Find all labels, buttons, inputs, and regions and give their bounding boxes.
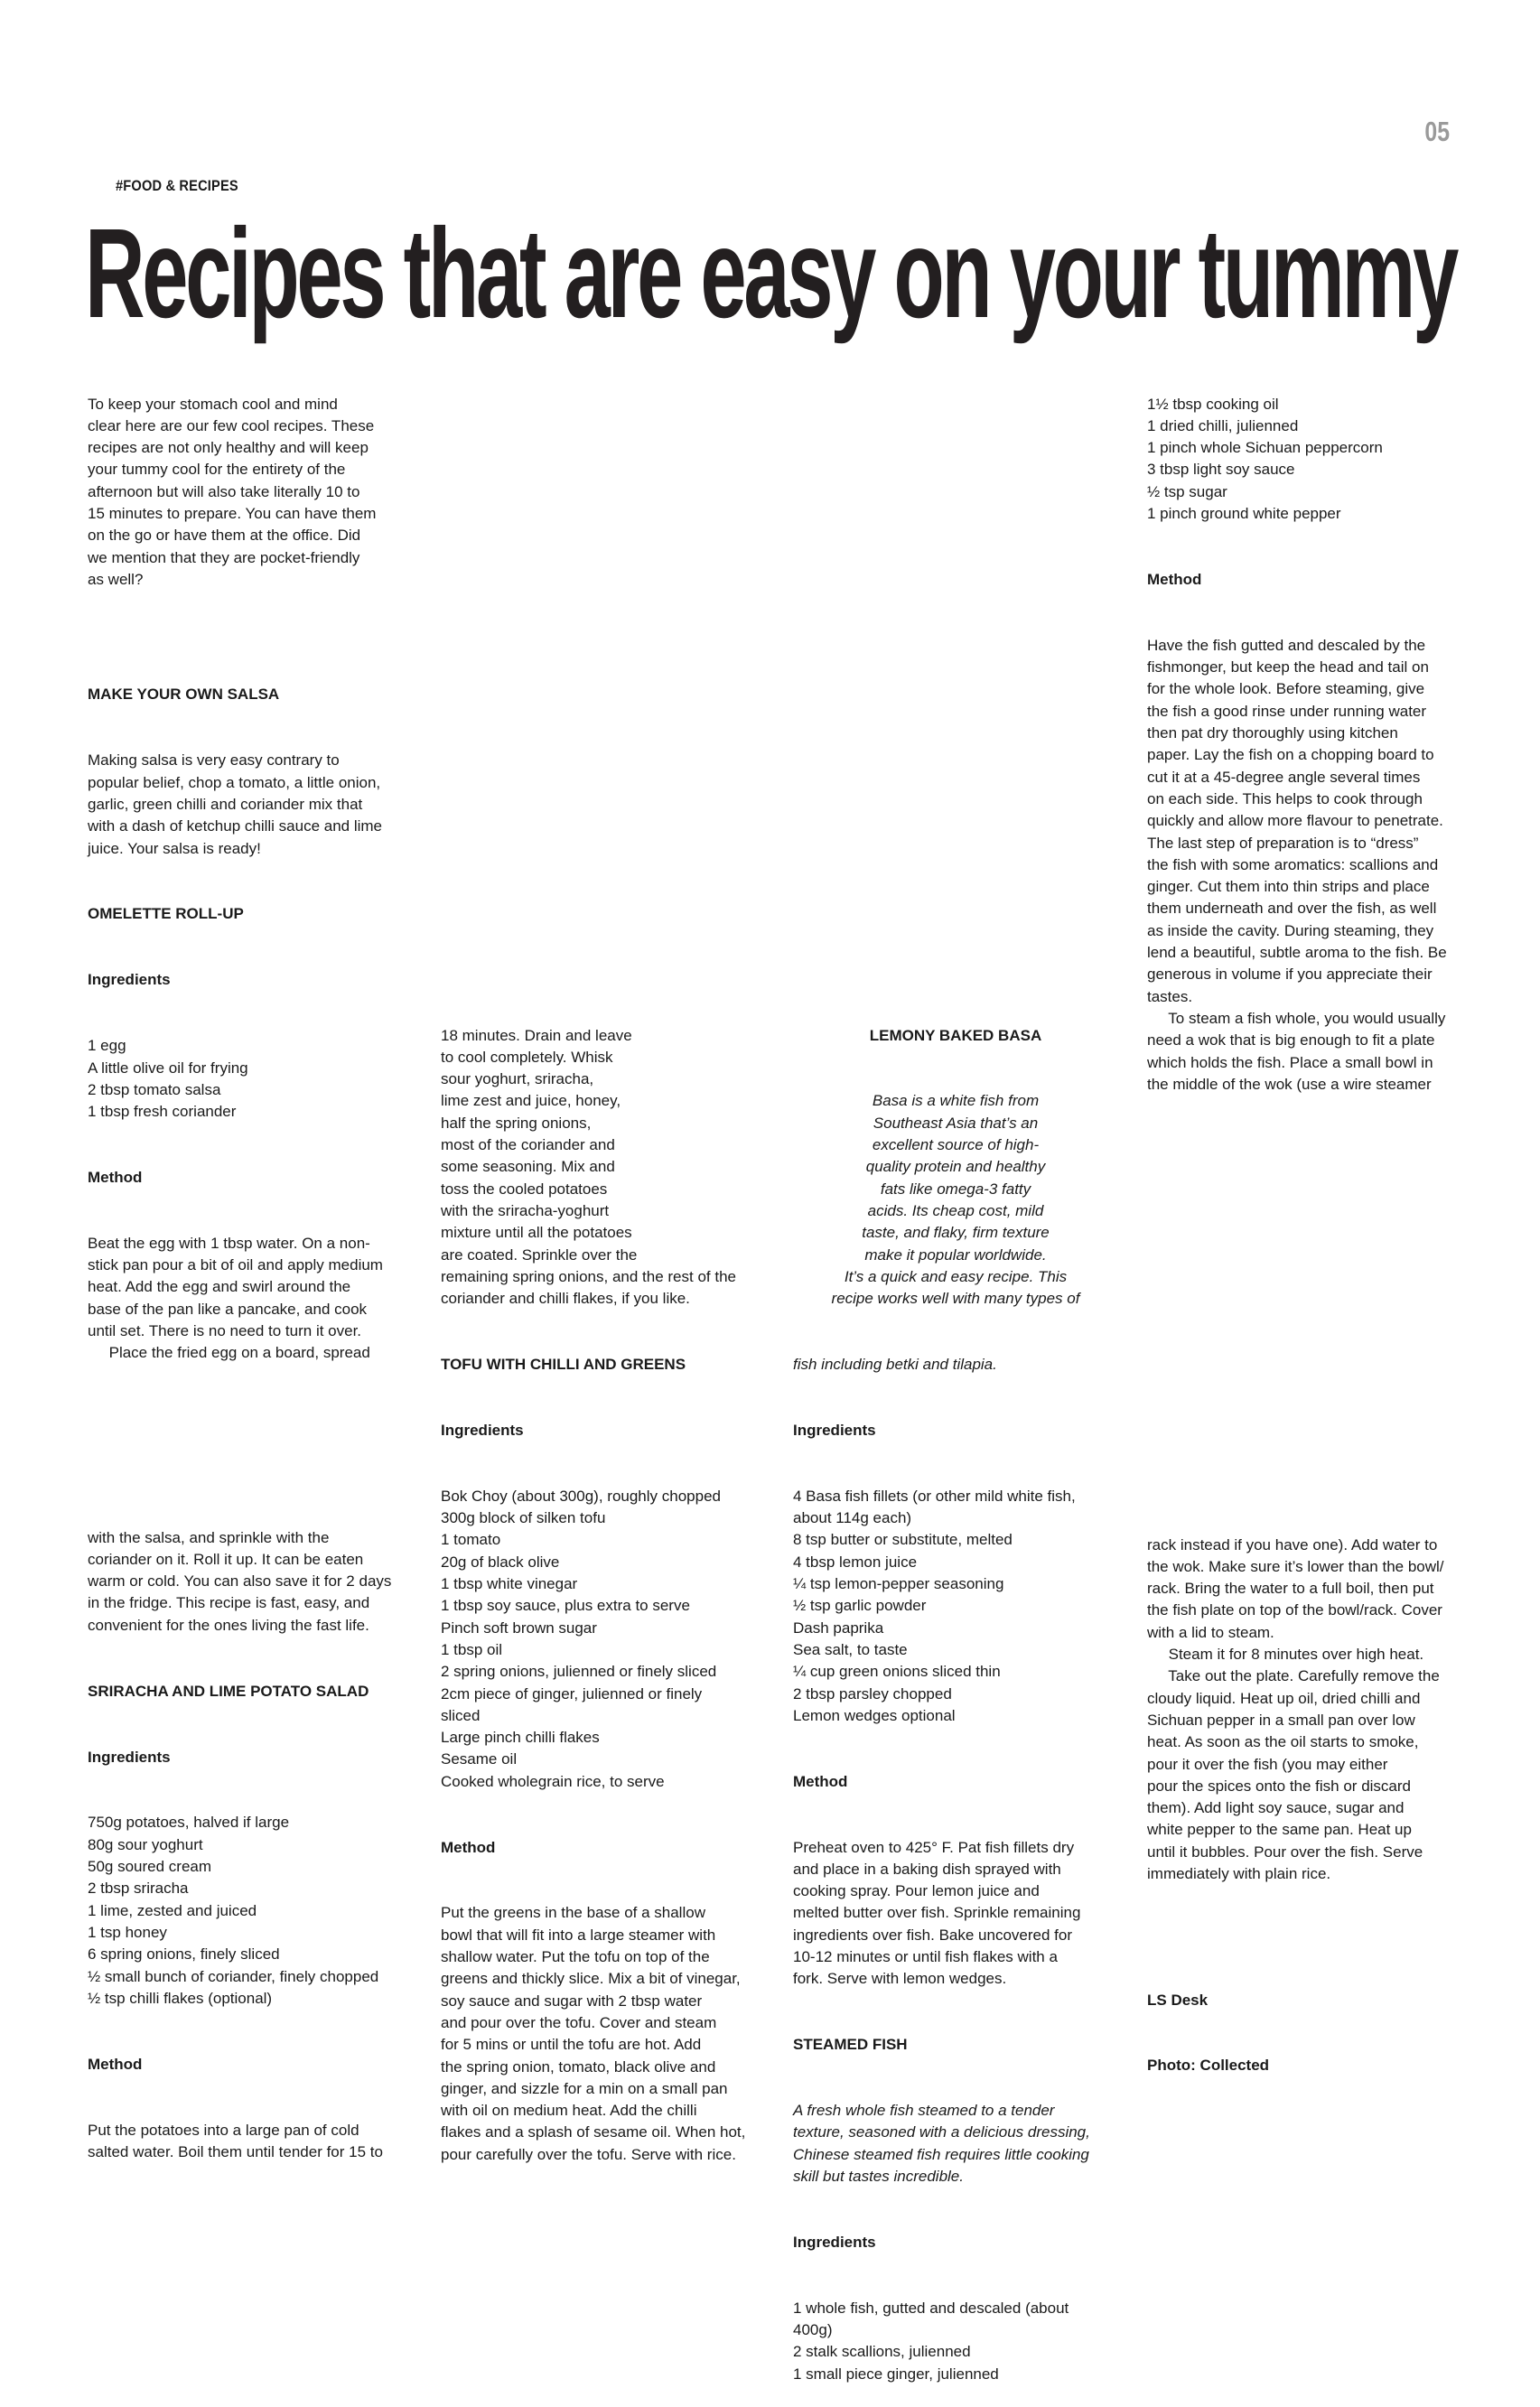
tofu-heading: TOFU WITH CHILLI AND GREENS — [441, 1356, 686, 1374]
fish-method-continued: rack instead if you have one). Add water to the wok. Make sure it’s lower than the bowl/ rack. Bring the water to a full boil, then put the fish plate on top of the bowl/rack. Cover with a lid to steam. Steam it for 8 minutes over high heat. Take out the plate. Carefully remove the cloudy liquid. Heat up oil, dried chilli and Sichuan pepper in a small pan over low heat. As soon as the oil starts to smoke, pour it over the fish (you may either pour the spices onto the fish or discard them). Add light soy sauce, sugar and white pepper to the same pan. Heat up until it bubbles. Pour over the fish. Serve immediately with plain rice. — [1147, 1535, 1444, 1883]
intro-paragraph: To keep your stomach cool and mind clear here are our few cool recipes. These recipes are not only healthy and will keep your tummy cool for the entirety of the afternoon but will also take literally 10 to 15 minutes to prepare. You can have them on the go or have them at the office. Did we mention that they are pocket-friendly as well? — [88, 395, 377, 588]
photo-credit: Photo: Collected — [1147, 2057, 1270, 2075]
omelette-method-label: Method — [88, 1168, 143, 1186]
potato-method-label: Method — [88, 2055, 143, 2073]
basa-intro: Basa is a white fish from Southeast Asia that’s an excellent source of high- quality protein and healthy fats like omega-3 fatty acids. Its cheap cost, mild taste, and flaky, firm texture make it popular worldwide. It’s a quick and easy recipe. This recipe works well with many types of — [831, 1092, 1080, 1308]
omelette-method-continued: with the salsa, and sprinkle with the coriander on it. Roll it up. It can be eaten warm or cold. You can also save it for 2 days in the fridge. This recipe is fast, easy, and convenient for the ones living the fast life. — [88, 1528, 392, 1634]
omelette-method: Beat the egg with 1 tbsp water. On a non- stick pan pour a bit of oil and apply medium heat. Add the egg and swirl around the base of the pan like a pancake, and cook until set. There is no need to turn it over. Place the fried egg on a board, spread — [88, 1234, 383, 1362]
fish-method-label: Method — [1147, 570, 1202, 588]
basa-intro-last-line: fish including betki and tilapia. — [793, 1356, 997, 1374]
fish-method: Have the fish gutted and descaled by the fishmonger, but keep the head and tail on for the whole look. Before steaming, give the fish a good rinse under running water then pat dry thoroughly using kitchen paper. Lay the fish on a chopping board to cut it at a 45-degree angle several times on each side. This helps to cook through quickly and allow more flavour to penetrate. The last step of preparation is to “dress” the fish with some aromatics: scallions and ginger. Cut them into thin strips and place them underneath and over the fish, as well as inside the cavity. During steaming, they lend a beautiful, subtle aroma to the fish. Be generous in volume if you appreciate their tastes. To steam a fish whole, you would usually need a wok that is big enough to fit a plate which holds the fish. Place a small bowl in the middle of the wok (use a wire steamer — [1147, 636, 1447, 1093]
column-1-top — [88, 350, 383, 1386]
steamed-fish-heading: STEAMED FISH — [793, 2036, 908, 2054]
basa-ingredients: 4 Basa fish fillets (or other mild white fish, about 114g each) 8 tsp butter or substitute, melted 4 tbsp lemon juice ¼ tsp lemon-pepper seasoning ½ tsp garlic powder Dash paprika Sea salt, to taste ¼ cup green onions sliced thin 2 tbsp parsley chopped Lemon wedges optional — [793, 1487, 1076, 1724]
salsa-heading: MAKE YOUR OWN SALSA — [88, 686, 280, 704]
potato-method: Put the potatoes into a large pan of cold salted water. Boil them until tender for 15 to — [88, 2121, 383, 2160]
fish-ingredients: 1 whole fish, gutted and descaled (about 400g) 2 stalk scallions, julienned 1 small piece ginger, julienned — [793, 2299, 1069, 2383]
column-4-bottom — [1147, 1490, 1444, 2099]
omelette-heading: OMELETTE ROLL-UP — [88, 905, 244, 923]
byline: LS Desk — [1147, 1991, 1209, 2009]
fish-ingredients-continued: 1½ tbsp cooking oil 1 dried chilli, julienned 1 pinch whole Sichuan peppercorn 3 tbsp light soy sauce ½ tsp sugar 1 pinch ground white pepper — [1147, 395, 1383, 523]
column-3 — [793, 981, 1118, 2407]
omelette-ingredients-label: Ingredients — [88, 971, 171, 989]
potato-method-continued: 18 minutes. Drain and leave to cool completely. Whisk sour yoghurt, sriracha, lime zest and juice, honey, half the spring onions, most of the coriander and some seasoning. Mix and toss the cooled potatoes with the sriracha-yoghurt mixture until all the potatoes are coated. Sprinkle over the remaining spring onions, and the rest of the coriander and chilli flakes, if you like. — [441, 1026, 736, 1308]
basa-ingredients-label: Ingredients — [793, 1421, 876, 1439]
column-2 — [441, 981, 745, 2188]
page-number: 05 — [1424, 116, 1450, 147]
column-4-top — [1147, 350, 1447, 1117]
column-1-bottom — [88, 1483, 391, 2186]
fish-ingredients-label: Ingredients — [793, 2233, 876, 2251]
tofu-method: Put the greens in the base of a shallow bowl that will fit into a large steamer with shallow water. Put the tofu on top of the greens and thickly slice. Mix a bit of vinegar, soy sauce and sugar with 2 tbsp water and pour over the tofu. Cover and steam for 5 mins or until the tofu are hot. Add the spring onion, tomato, black olive and ginger, and sizzle for a min on a small pan with oil on medium heat. Add the chilli flakes and a splash of sesame oil. When hot, pour carefully over the tofu. Serve with rice. — [441, 1904, 746, 2163]
omelette-ingredients: 1 egg A little olive oil for frying 2 tbsp tomato salsa 1 tbsp fresh coriander — [88, 1037, 248, 1121]
basa-method-label: Method — [793, 1772, 848, 1790]
basa-heading: LEMONY BAKED BASA — [869, 1026, 1042, 1044]
tofu-ingredients-label: Ingredients — [441, 1421, 524, 1439]
section-tag: #FOOD & RECIPES — [116, 177, 238, 194]
tofu-method-label: Method — [441, 1838, 496, 1856]
basa-method: Preheat oven to 425° F. Pat fish fillets dry and place in a baking dish sprayed with cooking spray. Pour lemon juice and melted butter over fish. Sprinkle remaining ingredients over fish. Bake uncovered for 10-12 minutes or until fish flakes with a fork. Serve with lemon wedges. — [793, 1838, 1081, 1988]
potato-ingredients-label: Ingredients — [88, 1748, 171, 1766]
tofu-ingredients: Bok Choy (about 300g), roughly chopped 300g block of silken tofu 1 tomato 20g of black olive 1 tbsp white vinegar 1 tbsp soy sauce, plus extra to serve Pinch soft brown sugar 1 tbsp oil 2 spring onions, julienned or finely sliced 2cm piece of ginger, julienned or finely sliced Large pinch chilli flakes Sesame oil Cooked wholegrain rice, to serve — [441, 1487, 721, 1790]
potato-salad-heading: SRIRACHA AND LIME POTATO SALAD — [88, 1682, 369, 1700]
steamed-fish-intro: A fresh whole fish steamed to a tender texture, seasoned with a delicious dressing, Chinese steamed fish requires little cooking skill but tastes incredible. — [793, 2102, 1090, 2186]
salsa-text: Making salsa is very easy contrary to popular belief, chop a tomato, a little onion, garlic, green chilli and coriander mix that with a dash of ketchup chilli sauce and lime juice. Your salsa is ready! — [88, 751, 383, 857]
potato-ingredients: 750g potatoes, halved if large 80g sour yoghurt 50g soured cream 2 tbsp sriracha 1 lime, zested and juiced 1 tsp honey 6 spring onions, finely sliced ½ small bunch of coriander, finely chopped ½ tsp chilli flakes (optional) — [88, 1814, 379, 2007]
headline: Recipes that are easy on your tummy — [85, 201, 1457, 344]
